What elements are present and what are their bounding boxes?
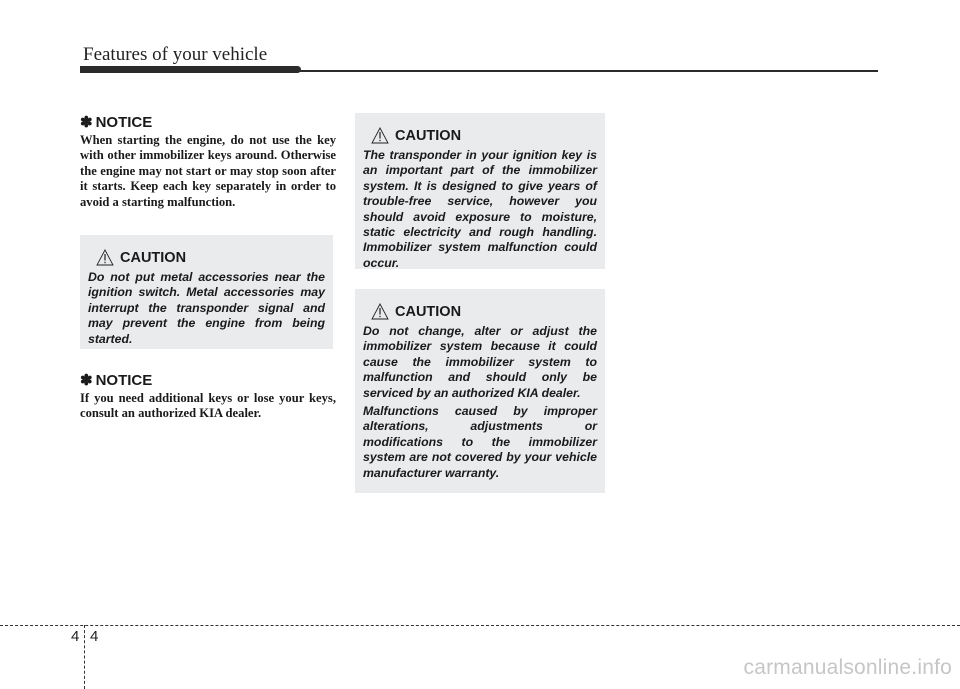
warning-triangle-icon	[371, 303, 389, 320]
notice-engine-start	[80, 113, 336, 210]
caution-box-transponder	[355, 113, 605, 269]
caution-paragraph: Do not change, alter or adjust the immobilizer system because it could cause the immobilizer system to malfunction and should only be serviced by an authorized KIA dealer.	[363, 324, 597, 400]
caution-title: CAUTION	[395, 304, 462, 320]
caution-paragraph: Do not put metal accessories near the ignition switch. Metal accessories may interrupt the transponder signal and may prevent the engine from being started.	[88, 270, 325, 346]
asterisk-mark-icon: ✽	[80, 372, 93, 389]
caution-paragraph: The transponder in your ignition key is an important part of the immobilizer system. It is designed to give years of trouble-free service, however you should avoid exposure to moisture, static electricity and rough handling. Immobilizer system malfunction could occur.	[363, 148, 597, 270]
notice-title: NOTICE	[95, 113, 153, 131]
notice-heading	[80, 113, 336, 131]
caution-heading	[371, 298, 597, 320]
caution-title: CAUTION	[395, 128, 462, 144]
asterisk-mark-icon: ✽	[80, 114, 93, 131]
header-rule-thin	[296, 70, 878, 72]
footer-rule	[0, 625, 960, 626]
notice-additional-keys	[80, 371, 336, 422]
warning-triangle-icon	[371, 127, 389, 144]
chapter-number: 4	[71, 628, 80, 645]
header-rule-thick	[80, 66, 301, 73]
watermark: carmanualsonline.info	[743, 656, 952, 679]
notice-body: When starting the engine, do not use the key with other immobilizer keys around. Otherwise the engine may not start or may stop soon after it starts. Keep each key separately in order to avoid a starting malfunction.	[80, 133, 336, 209]
page-header-title: Features of your vehicle	[83, 44, 268, 65]
caution-box-immobilizer-alteration	[355, 289, 605, 493]
footer-divider	[84, 625, 85, 689]
caution-paragraph: Malfunctions caused by improper alterations, adjustments or modifications to the immobilizer system are not covered by your vehicle manufacturer warranty.	[363, 404, 597, 480]
notice-heading	[80, 371, 336, 389]
notice-title: NOTICE	[95, 371, 153, 389]
warning-triangle-icon	[96, 249, 114, 266]
caution-heading	[371, 122, 597, 144]
notice-body: If you need additional keys or lose your keys, consult an authorized KIA dealer.	[80, 391, 336, 421]
caution-heading	[96, 244, 325, 266]
caution-box-metal-accessories	[80, 235, 333, 349]
page-number: 4	[90, 628, 99, 645]
caution-title: CAUTION	[120, 250, 187, 266]
